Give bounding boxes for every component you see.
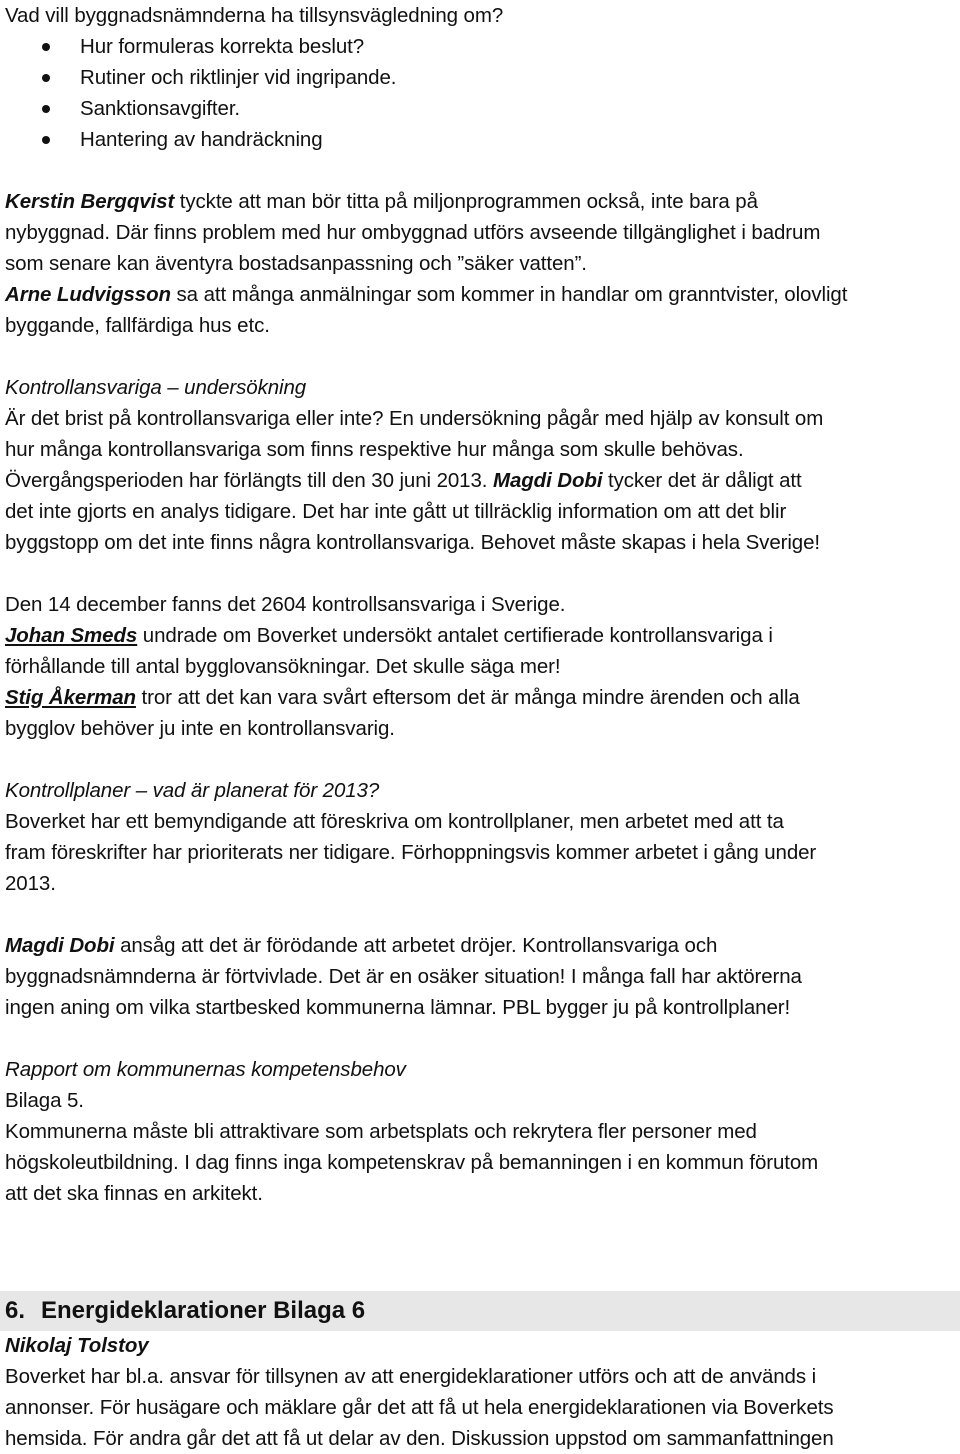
bullet-item: Rutiner och riktlinjer vid ingripande. (5, 62, 955, 93)
paragraph-line: fram föreskrifter har prioriterats ner tidigare. Förhoppningsvis kommer arbetet i gång under (5, 841, 817, 864)
paragraph-line: Bilaga 5. (5, 1089, 84, 1112)
paragraph-line: Övergångsperioden har förlängts till den 30 juni 2013. Magdi Dobi tycker det är dåligt att (5, 469, 802, 492)
bullet-list (5, 31, 955, 155)
section-heading: Kontrollansvariga – undersökning (5, 376, 307, 399)
paragraph-line: som senare kan äventyra bostadsanpassning och ”säker vatten”. (5, 252, 587, 275)
paragraph-line: byggstopp om det inte finns några kontrollansvariga. Behovet måste skapas i hela Sverige! (5, 531, 820, 554)
speaker-name: Magdi Dobi (5, 934, 115, 957)
speaker-name: Magdi Dobi (492, 469, 603, 492)
paragraph-line: Magdi Dobi ansåg att det är förödande att arbetet dröjer. Kontrollansvariga och (5, 934, 718, 957)
paragraph-line: byggande, fallfärdiga hus etc. (5, 314, 270, 337)
paragraph-line: byggnadsnämnderna är förtvivlade. Det är en osäker situation! I många fall har aktörerna (5, 965, 802, 988)
paragraph-line: ingen aning om vilka startbesked kommunerna lämnar. PBL bygger ju på kontrollplaner! (5, 996, 791, 1019)
paragraph-line: hur många kontrollansvariga som finns respektive hur många som skulle behövas. (5, 438, 744, 461)
bullet-icon (42, 43, 50, 51)
paragraph-line: det inte gjorts en analys tidigare. Det har inte gått ut tillräcklig information om att det blir (5, 500, 787, 523)
paragraph-line: 2013. (5, 872, 56, 895)
paragraph-line: Arne Ludvigsson sa att många anmälningar som kommer in handlar om granntvister, olovligt (5, 283, 848, 306)
bullet-icon (42, 136, 50, 144)
paragraph-line: Boverket har ett bemyndigande att föreskriva om kontrollplaner, men arbetet med att ta (5, 810, 784, 833)
bullet-icon (42, 105, 50, 113)
bullet-item: Hantering av handräckning (5, 124, 955, 155)
section-6-body (5, 1330, 955, 1454)
paragraph-line: bygglov behöver ju inte en kontrollansvarig. (5, 717, 395, 740)
paragraph-line: Kerstin Bergqvist tyckte att man bör titta på miljonprogrammen också, inte bara på (5, 190, 758, 213)
bullet-item: Sanktionsavgifter. (5, 93, 955, 124)
speaker-name: Kerstin Bergqvist (5, 190, 175, 213)
section-title: Energideklarationer Bilaga 6 (41, 1297, 366, 1324)
section-heading: Rapport om kommunernas kompetensbehov (5, 1058, 406, 1081)
document-body (5, 0, 955, 1209)
paragraph-line: att det ska finnas en arkitekt. (5, 1182, 263, 1205)
speaker-name: Johan Smeds (5, 624, 138, 647)
speaker-name: Arne Ludvigsson (5, 283, 171, 306)
section-heading: Kontrollplaner – vad är planerat för 2013? (5, 779, 380, 802)
paragraph-line: högskoleutbildning. I dag finns inga kompetenskrav på bemanningen i en kommun förutom (5, 1151, 819, 1174)
bullet-icon (42, 74, 50, 82)
section-number: 6. (5, 1297, 26, 1324)
paragraph-line: Johan Smeds undrade om Boverket undersökt antalet certifierade kontrollansvariga i (5, 624, 773, 647)
paragraph-line: annonser. För husägare och mäklare går det att få ut hela energideklarationen via Boverkets (5, 1396, 834, 1419)
speaker-name: Stig Åkerman (5, 686, 136, 709)
speaker-name: Nikolaj Tolstoy (5, 1334, 149, 1357)
paragraph-line: Boverket har bl.a. ansvar för tillsynen av att energideklarationer utförs och att de används i (5, 1365, 817, 1388)
paragraph-line: Är det brist på kontrollansvariga eller inte? En undersökning pågår med hjälp av konsult om (5, 407, 824, 430)
section-6-heading (5, 1294, 365, 1328)
paragraph-line: hemsida. För andra går det att få ut delar av den. Diskussion uppstod om sammanfattningen (5, 1427, 834, 1450)
bullet-item: Hur formuleras korrekta beslut? (5, 31, 955, 62)
paragraph-line: förhållande till antal bygglovansökningar. Det skulle säga mer! (5, 655, 561, 678)
paragraph-line: Kommunerna måste bli attraktivare som arbetsplats och rekrytera fler personer med (5, 1120, 757, 1143)
paragraph-line: nybyggnad. Där finns problem med hur ombyggnad utförs avseende tillgänglighet i badrum (5, 221, 821, 244)
question-line: Vad vill byggnadsnämnderna ha tillsynsvägledning om? (5, 4, 504, 27)
paragraph-line: Den 14 december fanns det 2604 kontrollsansvariga i Sverige. (5, 593, 566, 616)
paragraph-line: Stig Åkerman tror att det kan vara svårt eftersom det är många mindre ärenden och alla (5, 686, 800, 709)
